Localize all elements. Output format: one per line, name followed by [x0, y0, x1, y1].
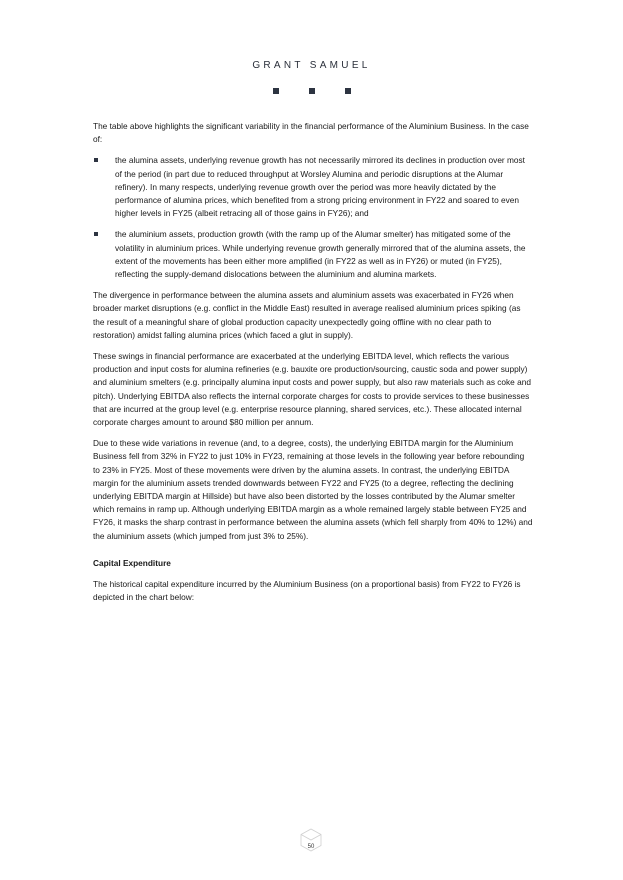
bullet-item-alumina [93, 154, 533, 220]
divergence-paragraph: The divergence in performance between the alumina assets and aluminium assets was exacerbated in FY26 when broader market disruptions (e.g. conflict in the Middle East) resulted in average realised aluminium prices spiking (as the result of a meaningful share of global production capacity unexpectedly going offline with no clear path to restoration) amidst falling alumina prices (which faced a glut in supply). [93, 290, 521, 340]
bullet-square-icon [94, 158, 98, 162]
bullet-text: the alumina assets, underlying revenue growth has not necessarily mirrored its declines in production over most of the period (in part due to reduced throughput at Worsley Alumina and periodic disruptions at the Alumar refinery). In many respects, underlying revenue growth over the period was more heavily dictated by the performance of alumina prices, which benefited from a strong pricing environment in FY22 and soared to even higher levels in FY25 (albeit retracing all of those gains in FY26); and [115, 155, 525, 219]
brand-square-icon [309, 88, 315, 94]
bullet-square-icon [94, 232, 98, 236]
bullet-text: the aluminium assets, production growth (with the ramp up of the Alumar smelter) has mitigated some of the volatility in aluminium prices. While underlying revenue growth generally mirrored that of the alumina assets, the extent of the movements has been either more amplified (in FY22 as well as in FY26) or muted (in FY25), reflecting the supply-demand dislocations between the aluminium and alumina markets. [115, 229, 526, 280]
brand-squares [0, 88, 623, 94]
swings-paragraph: These swings in financial performance are exacerbated at the underlying EBITDA level, which reflects the various production and input costs for alumina refineries (e.g. bauxite ore production/sourcing, caustic soda and power supply) and aluminium smelters (e.g. principally alumina input costs and power supply, but also raw materials such as coke and pitch). Underlying EBITDA also reflects the internal corporate charges for costs to provide services to these businesses that are incurred at the group level (e.g. enterprise resource planning, shared services, etc.). These allocated internal corporate charges amount to around $80 million per annum. [93, 351, 531, 428]
capex-paragraph: The historical capital expenditure incurred by the Aluminium Business (on a proportional basis) from FY22 to FY26 is depicted in the chart below: [93, 579, 521, 603]
page-number: 50 [307, 844, 315, 850]
document-body [93, 120, 533, 613]
intro-paragraph: The table above highlights the significant variability in the financial performance of the Aluminium Business. In the case of: [93, 121, 529, 145]
brand-wordmark: GRANT SAMUEL [252, 60, 371, 71]
bullet-list [93, 154, 533, 281]
bullet-item-aluminium [93, 228, 533, 281]
brand-square-icon [345, 88, 351, 94]
margin-paragraph: Due to these wide variations in revenue (and, to a degree, costs), the underlying EBITDA margin for the Aluminium Business fell from 32% in FY22 to just 10% in FY23, remaining at those levels in the following year before rebounding to 23% in FY25. Most of these movements were driven by the alumina assets. In contrast, the underlying EBITDA margin for the aluminium assets trended downwards between FY22 and FY25 (to a degree, reflecting the declining underlying EBITDA margin at Hillside) but have also been distorted by the losses contributed by the Alumar smelter which remains in ramp up. Although underlying EBITDA margin as a whole remained largely stable between FY25 and FY26, it masks the sharp contrast in performance between the alumina assets (which fell sharply from 40% to 12%) and the aluminium assets (which jumped from just 3% to 25%). [93, 438, 533, 541]
brand-square-icon [273, 88, 279, 94]
section-heading-capex: Capital Expenditure [93, 557, 171, 568]
